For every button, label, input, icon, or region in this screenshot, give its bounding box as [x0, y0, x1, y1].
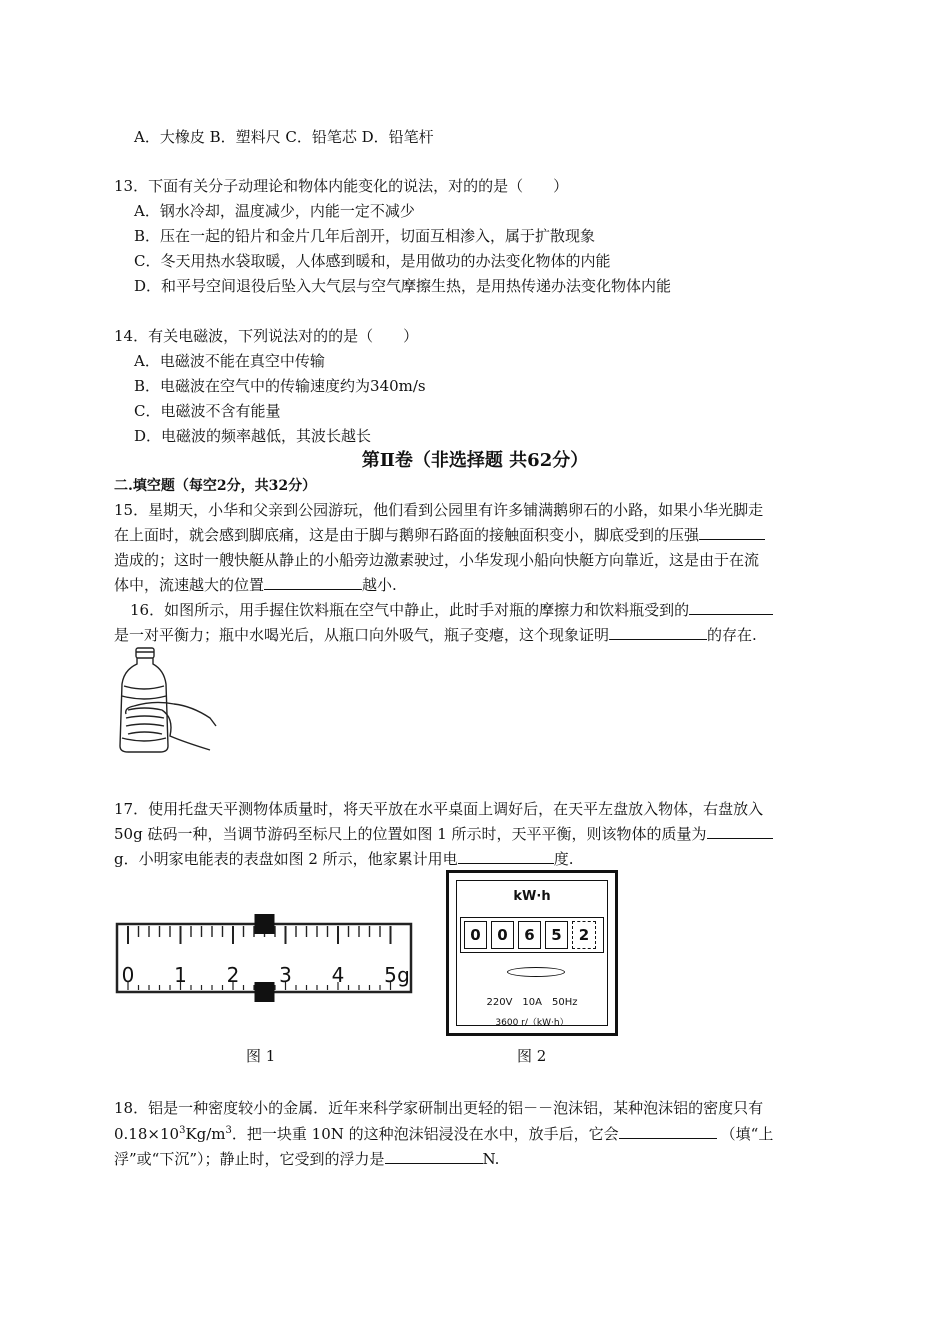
q15-line3: 造成的；这时一艘快艇从静止的小船旁边激素驶过，小华发现小船向快艇方向靠近，这是由于在流: [114, 551, 760, 569]
meter-inner-frame: [456, 880, 608, 1026]
q15-line4: [114, 574, 397, 596]
q13-option-c: C．冬天用热水袋取暖，人体感到暖和，是用做功的办法变化物体的内能: [134, 252, 611, 270]
meter-unit: kW·h: [513, 889, 551, 904]
q18-line3: [114, 1148, 499, 1170]
meter-digit-1: 0: [464, 921, 487, 949]
q15-line2: [114, 524, 765, 546]
q15-line4-text: 体中，流速越大的位置: [114, 576, 265, 594]
q18-line2-text: ．把一块重 10N 的这种泡沫铝浸没在水中，放手后，它会: [231, 1125, 619, 1143]
q14-option-b: B．电磁波在空气中的传输速度约为340m/s: [134, 377, 426, 395]
q16-blank-1[interactable]: [689, 600, 773, 615]
meter-digit-window: [460, 917, 604, 953]
electric-meter-figure: [446, 870, 618, 1036]
q17-line1: 17．使用托盘天平测物体质量时，将天平放在水平桌面上调好后，在天平左盘放入物体，右盘放入: [114, 800, 764, 818]
q17-line3: [114, 848, 573, 870]
q13-option-b: B．压在一起的铅片和金片几年后剖开，切面互相渗入，属于扩散现象: [134, 227, 596, 245]
q15-blank-1[interactable]: [699, 525, 765, 540]
meter-digit-4: 5: [545, 921, 568, 949]
q13-stem: 13．下面有关分子动理论和物体内能变化的说法，对的的是（ ）: [114, 177, 569, 195]
figure1-caption: 图 1: [246, 1047, 276, 1065]
q14-option-a: A．电磁波不能在真空中传输: [134, 352, 325, 370]
balance-scale-figure: [114, 912, 414, 1004]
q18-line2-end: （填“上: [720, 1125, 774, 1143]
q18-unit-exponent: 3: [225, 1125, 232, 1136]
q18-density-value: 0.18×10: [114, 1125, 180, 1143]
slider-lower-block[interactable]: [255, 982, 275, 1002]
q15-line4-end: 越小.: [362, 576, 397, 594]
q18-line1: 18．铝是一种密度较小的金属．近年来科学家研制出更轻的铝－－泡沫铝，某种泡沫铝的密度只有: [114, 1099, 764, 1117]
q15-blank-2[interactable]: [264, 575, 362, 590]
q17-blank-1[interactable]: [707, 824, 773, 839]
q18-exponent: 3: [179, 1125, 186, 1136]
section-title: 第Ⅱ卷（非选择题 共62分）: [361, 450, 589, 471]
slider-upper-block[interactable]: [255, 914, 275, 934]
q16-line1: [130, 599, 773, 621]
meter-disc: [507, 967, 565, 977]
scale-label: 5: [384, 963, 397, 987]
q15-line1: 15．星期天，小华和父亲到公园游玩，他们看到公园里有许多铺满鹅卵石的小路，如果小华光脚走: [114, 501, 764, 519]
q17-line3-text: g．小明家电能表的表盘如图 2 所示，他家累计用电: [114, 850, 458, 868]
meter-digit-decimal: 2: [572, 921, 596, 949]
q15-line2-text: 在上面时，就会感到脚底痛，这是由于脚与鹅卵石路面的接触面积变小，脚底受到的压强: [114, 526, 700, 544]
q17-line3-end: 度.: [553, 850, 574, 868]
q18-blank-2[interactable]: [385, 1149, 483, 1164]
scale-ticks: [128, 926, 391, 990]
q13-option-d: D．和平号空间退役后坠入大气层与空气摩擦生热，是用热传递办法变化物体内能: [134, 277, 672, 295]
q14-option-d: D．电磁波的频率越低，其波长越长: [134, 427, 372, 445]
q18-line3-text: 浮”或“下沉”）；静止时，它受到的浮力是: [114, 1150, 385, 1168]
meter-digit-2: 0: [491, 921, 514, 949]
q18-blank-1[interactable]: [619, 1124, 717, 1139]
q17-blank-2[interactable]: [458, 849, 554, 864]
q13-option-a: A．钢水冷却，温度减少，内能一定不减少: [134, 202, 415, 220]
scale-label: 3: [279, 963, 292, 987]
bottle-in-hand-figure: [114, 646, 218, 758]
q18-line2: [114, 1123, 773, 1145]
meter-rate: 3600 r/（kW·h）: [495, 1018, 569, 1028]
q18-density-unit: Kg/m: [185, 1125, 226, 1143]
q16-line1-text: 16．如图所示，用手握住饮料瓶在空气中静止，此时手对瓶的摩擦力和饮料瓶受到的: [130, 601, 690, 619]
q17-line2-text: 50g 砝码一种，当调节游码至标尺上的位置如图 1 所示时，天平平衡，则该物体的质量为: [114, 825, 707, 843]
scale-label: 4: [331, 963, 345, 987]
q18-line3-end: N.: [482, 1150, 500, 1168]
scale-label: 1: [174, 963, 187, 987]
q16-line2-text: 是一对平衡力；瓶中水喝光后，从瓶口向外吸气，瓶子变瘪，这个现象证明: [114, 626, 610, 644]
q14-stem: 14．有关电磁波，下列说法对的的是（ ）: [114, 327, 419, 345]
q16-blank-2[interactable]: [609, 625, 707, 640]
meter-specs: 220V 10A 50Hz: [486, 997, 578, 1008]
q16-line2: [114, 624, 757, 646]
q12-options: A．大橡皮 B．塑料尺 C．铅笔芯 D．铅笔杆: [134, 128, 434, 146]
q14-option-c: C．电磁波不含有能量: [134, 402, 281, 420]
meter-digit-3: 6: [518, 921, 541, 949]
section-heading: 二.填空题（每空2分，共32分）: [114, 478, 317, 494]
scale-label: 2: [226, 963, 240, 987]
q16-line2-end: 的存在.: [707, 626, 757, 644]
figure2-caption: 图 2: [517, 1047, 547, 1065]
scale-unit: g: [397, 963, 410, 987]
scale-label: 0: [121, 963, 135, 987]
q17-line2: [114, 823, 773, 845]
